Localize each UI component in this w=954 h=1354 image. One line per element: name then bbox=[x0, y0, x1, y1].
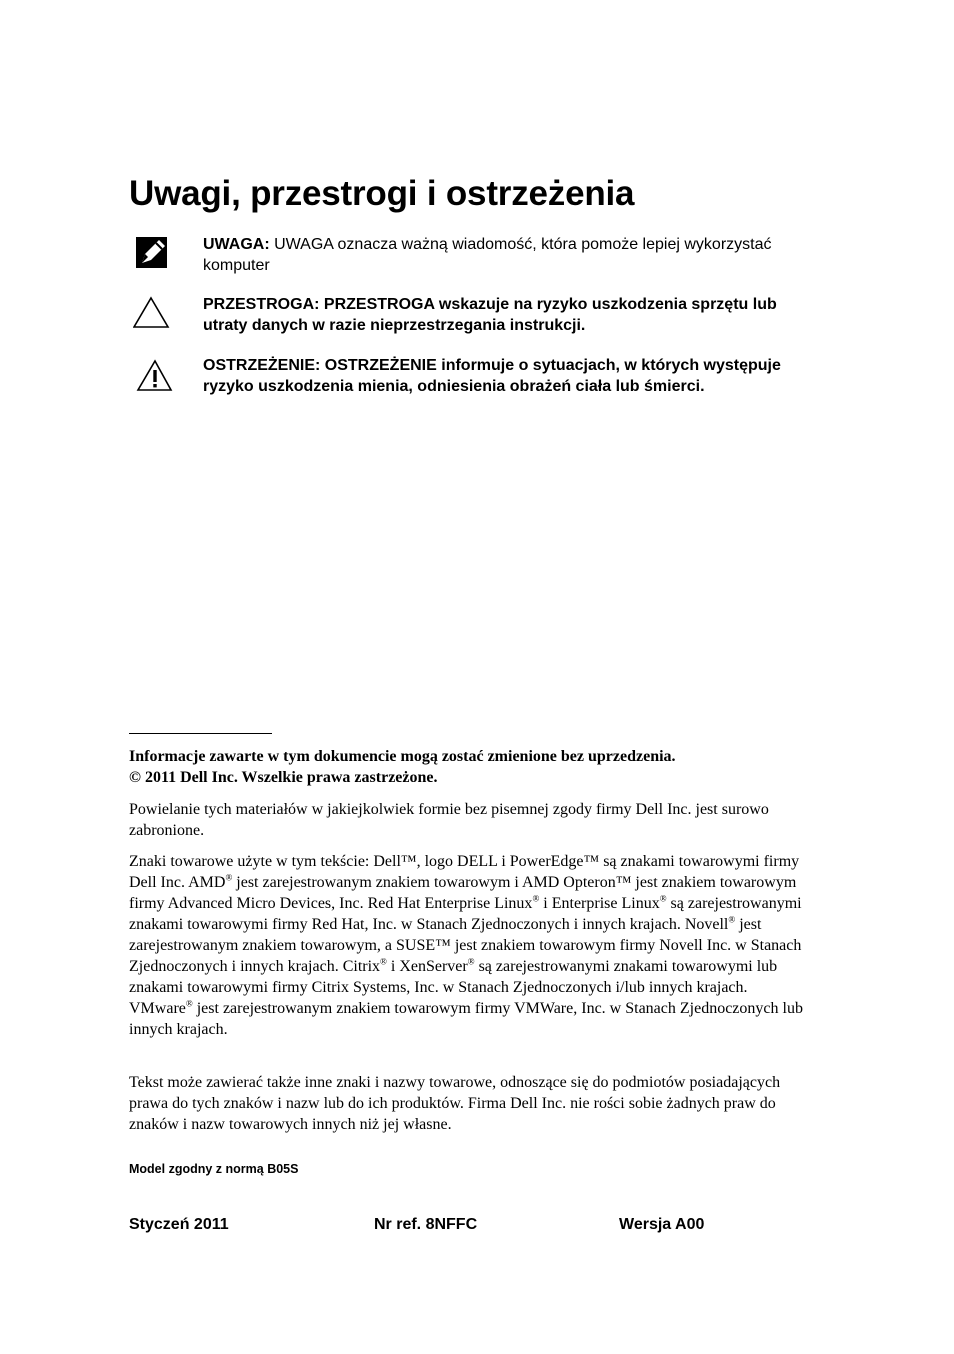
footer-reference: Nr ref. 8NFFC bbox=[374, 1216, 478, 1233]
note-pencil-icon bbox=[130, 234, 176, 274]
footnote-divider bbox=[129, 733, 272, 734]
footer-version: Wersja A00 bbox=[619, 1216, 705, 1233]
caution-body: PRZESTROGA wskazuje na ryzyko uszkodzenia sprzętu lub utraty danych w razie nieprzestrzegania instrukcji. bbox=[203, 296, 777, 334]
copyright-line: © 2011 Dell Inc. Wszelkie prawa zastrzeżone. bbox=[129, 769, 438, 786]
registered-mark: ® bbox=[467, 956, 475, 967]
trademark-text: i XenServer bbox=[386, 958, 468, 975]
footer-date: Styczeń 2011 bbox=[129, 1216, 229, 1233]
trademark-text: i Enterprise Linux bbox=[539, 895, 660, 912]
trademark-text: jest zarejestrowanym znakiem towarowym i AMD Opteron™ jest znakiem towarowym firmy Advanced Micro Devices, Inc. Red Hat Enterprise Linux bbox=[129, 874, 797, 912]
caution-label: PRZESTROGA: bbox=[203, 296, 320, 313]
warning-text bbox=[203, 355, 813, 397]
trademark-text: jest zarejestrowanym znakiem towarowym firmy VMWare, Inc. w Stanach Zjednoczonych lub innych krajach. bbox=[129, 1000, 803, 1038]
caution-triangle-icon bbox=[130, 294, 176, 334]
registered-mark: ® bbox=[225, 872, 233, 883]
model-line: Model zgodny z normą B05S bbox=[129, 1162, 299, 1176]
other-marks-text: Tekst może zawierać także inne znaki i nazwy towarowe, odnoszące się do podmiotów posiadających prawa do tych znaków i nazw lub do ich produktów. Firma Dell Inc. nie rości sobie żadnych praw do znaków i nazw towarowych innych niż jej własne. bbox=[129, 1074, 781, 1133]
warning-label: OSTRZEŻENIE: bbox=[203, 357, 321, 374]
warning-exclamation-triangle-icon bbox=[130, 355, 176, 395]
copy-restriction-text: Powielanie tych materiałów w jakiejkolwiek formie bez pisemnej zgody firmy Dell Inc. jest surowo zabronione. bbox=[129, 801, 769, 839]
note-body: UWAGA oznacza ważną wiadomość, która pomoże lepiej wykorzystać komputer bbox=[203, 236, 772, 274]
registered-mark: ® bbox=[728, 914, 736, 925]
registered-mark: ® bbox=[659, 893, 667, 904]
registered-mark: ® bbox=[380, 956, 387, 967]
note-label: UWAGA: bbox=[203, 236, 270, 253]
registered-mark: ® bbox=[532, 893, 540, 904]
info-line: Informacje zawarte w tym dokumencie mogą zostać zmienione bez uprzedzenia. bbox=[129, 748, 676, 765]
note-text bbox=[203, 234, 813, 276]
trademark-text: są zarejestrowanymi znakami towarowymi lub znakami towarowymi firmy Citrix Systems, Inc. w Stanach Zjednoczonych i/lub innych krajach. VMware bbox=[129, 958, 778, 1017]
copy-restriction-paragraph bbox=[129, 799, 809, 841]
legal-notice-heading bbox=[129, 746, 809, 788]
caution-text bbox=[203, 294, 813, 336]
trademark-text: Znaki towarowe użyte w tym tekście: Dell™, logo DELL i PowerEdge™ są znakami towarowymi firmy Dell Inc. AMD bbox=[129, 853, 800, 891]
registered-mark: ® bbox=[185, 998, 193, 1009]
page-title: Uwagi, przestrogi i ostrzeżenia bbox=[129, 174, 635, 213]
trademark-text: są zarejestrowanymi znakami towarowymi firmy Red Hat, Inc. w Stanach Zjednoczonych i innych krajach. Novell bbox=[129, 895, 802, 933]
other-marks-paragraph bbox=[129, 1072, 809, 1135]
trademarks-paragraph bbox=[129, 851, 809, 1040]
trademark-text: jest zarejestrowanym znakiem towarowym, a SUSE™ jest znakiem towarowym firmy Novell Inc. w Stanach Zjednoczonych i innych krajach. Citrix bbox=[129, 916, 802, 975]
warning-body: OSTRZEŻENIE informuje o sytuacjach, w których występuje ryzyko uszkodzenia mienia, odniesienia obrażeń ciała lub śmierci. bbox=[203, 357, 781, 395]
